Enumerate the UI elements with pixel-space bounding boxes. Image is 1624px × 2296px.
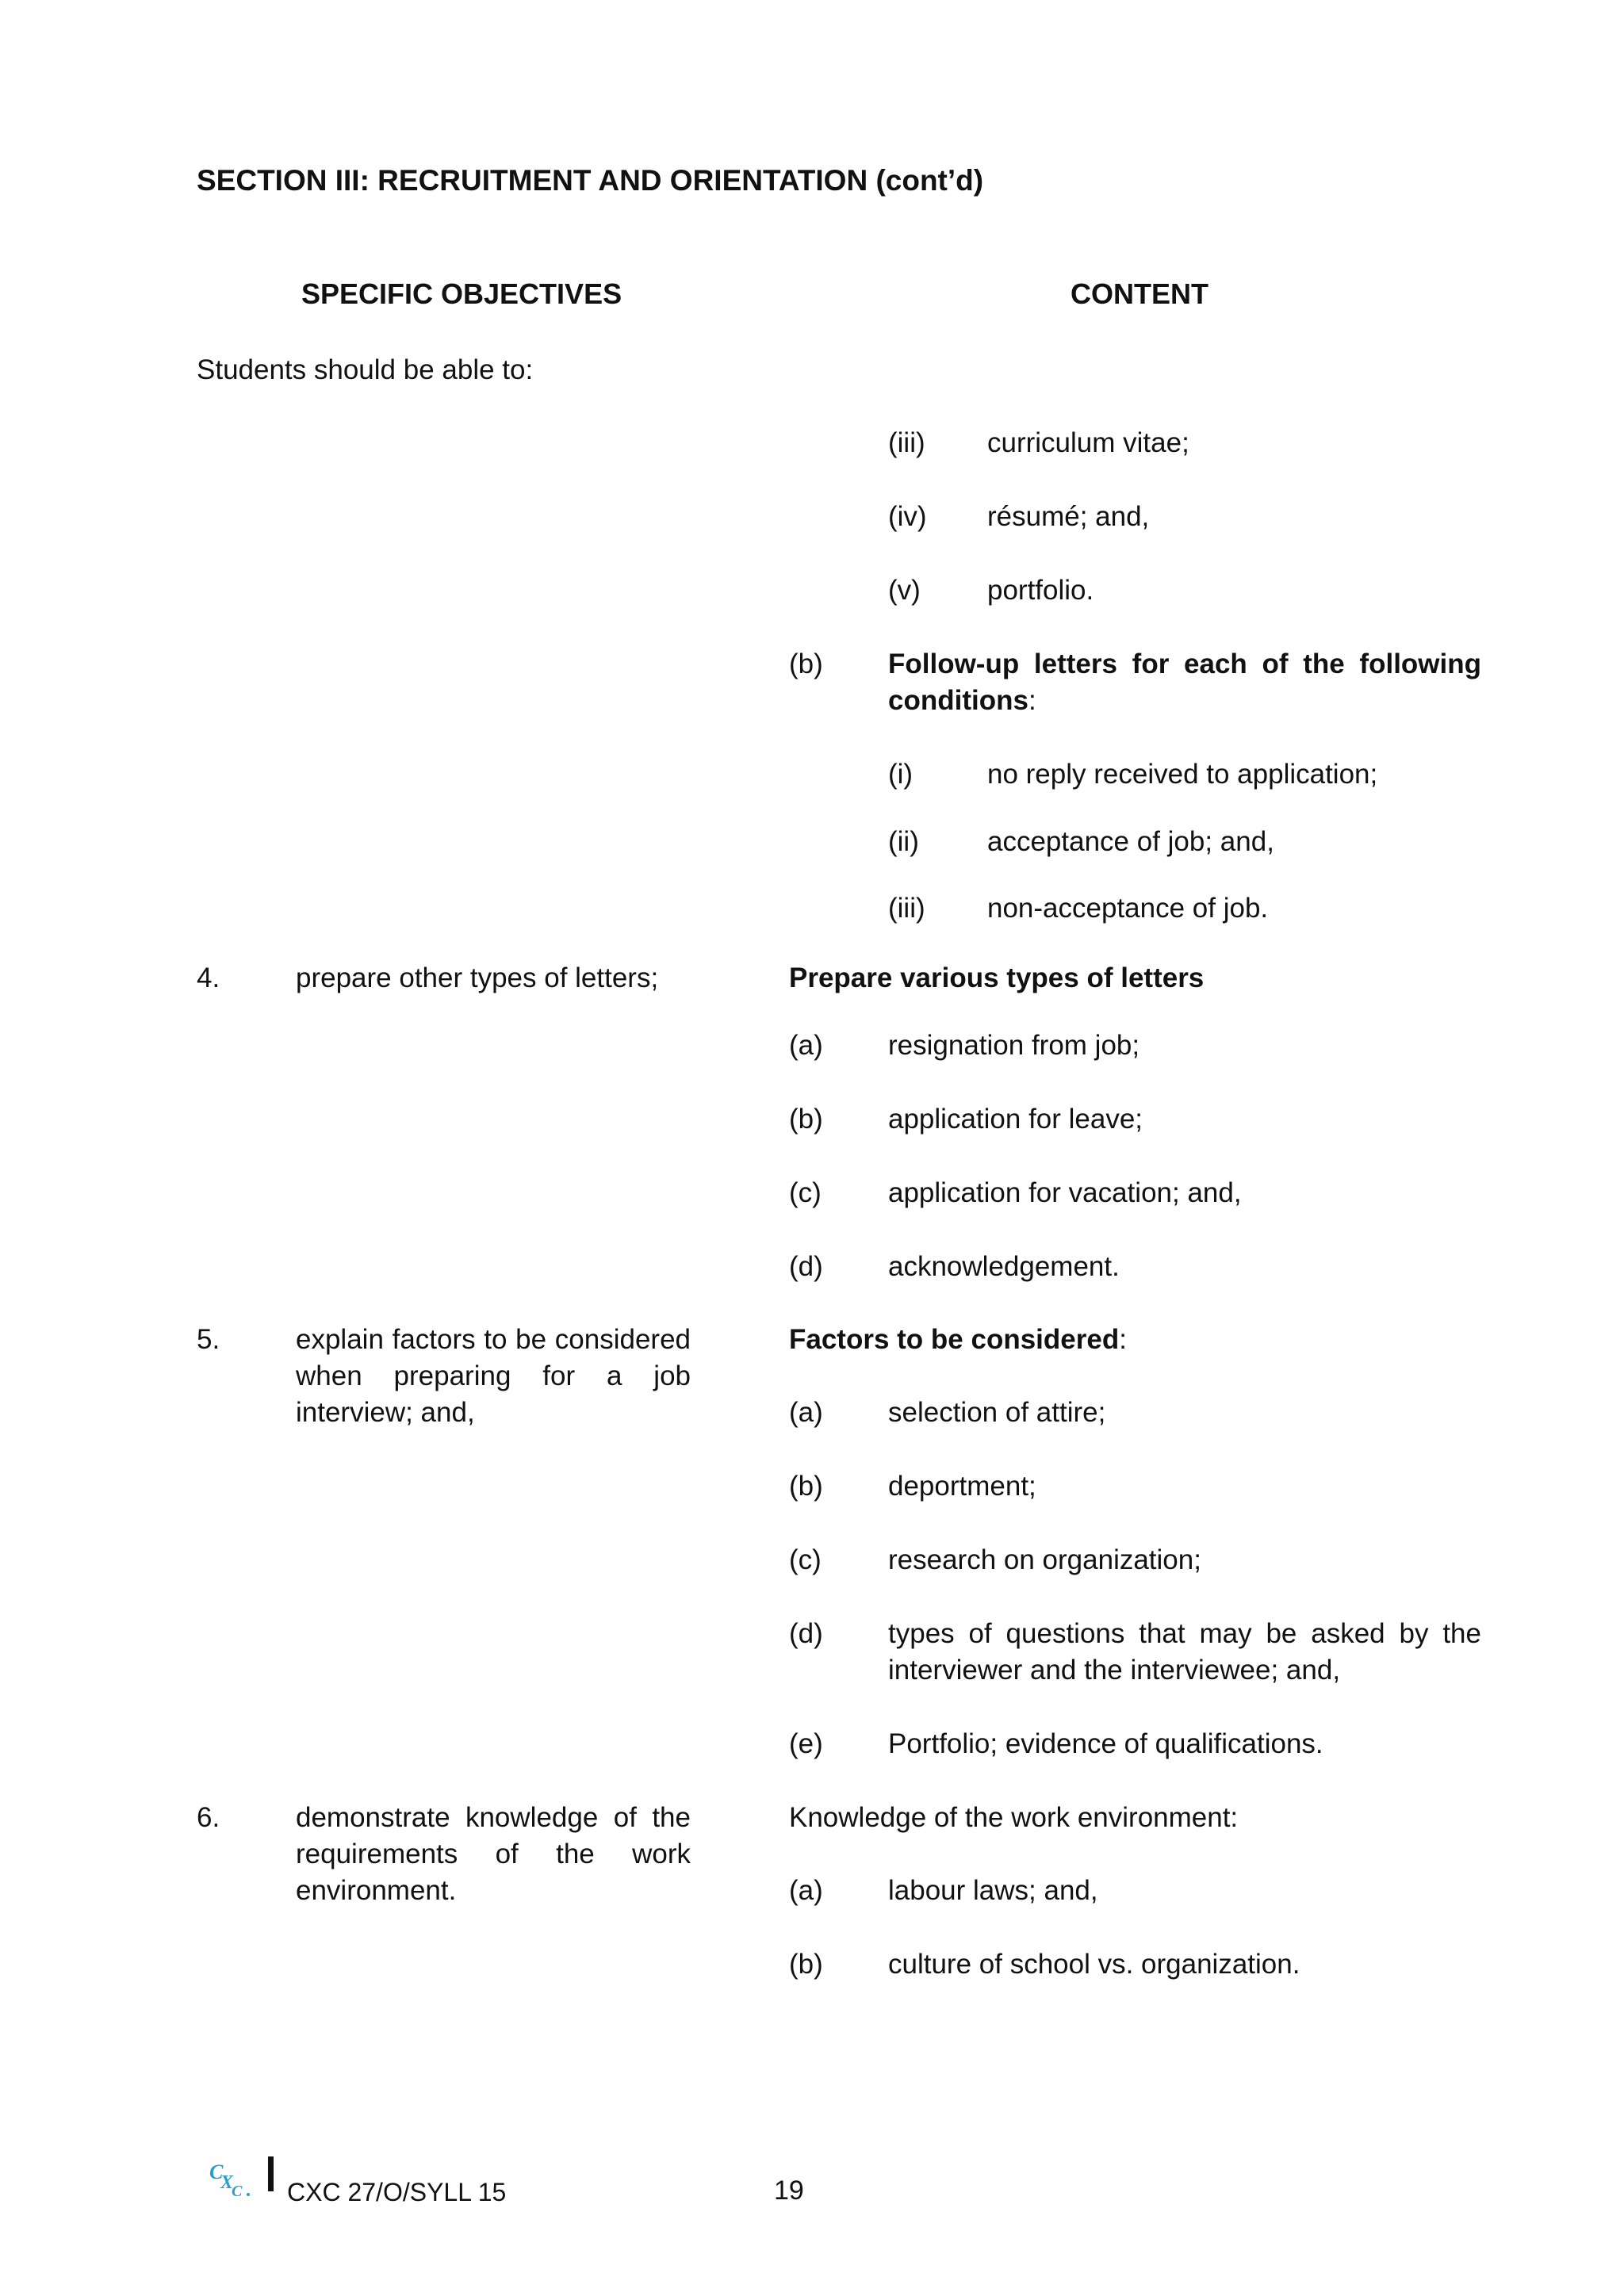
list-item: résumé; and, <box>987 501 1150 532</box>
objective-text: prepare other types of letters; <box>296 962 659 993</box>
list-item-num: (iv) <box>888 501 927 532</box>
logo-letter: C <box>232 2183 243 2199</box>
content-heading-6: Knowledge of the work environment: <box>789 1802 1239 1833</box>
intro-text: Students should be able to: <box>197 354 534 385</box>
list-item: application for leave; <box>888 1104 1143 1135</box>
footer-divider <box>268 2156 274 2191</box>
follow-up-heading-line2: conditions: <box>888 685 1036 716</box>
list-item-line2: interviewer and the interviewee; and, <box>888 1655 1341 1686</box>
list-item: resignation from job; <box>888 1030 1140 1061</box>
list-item-num: (b) <box>789 1949 823 1980</box>
objective-text-line: demonstrate knowledge of the <box>296 1802 691 1833</box>
list-item-num: (a) <box>789 1397 823 1428</box>
list-item: curriculum vitae; <box>987 427 1189 458</box>
list-item-num: (b) <box>789 649 823 679</box>
list-item-num: (iii) <box>888 893 925 924</box>
list-item: deportment; <box>888 1471 1036 1502</box>
logo-letter: C <box>209 2160 224 2183</box>
list-item-num: (ii) <box>888 826 919 857</box>
list-item: Portfolio; evidence of qualifications. <box>888 1728 1323 1759</box>
list-item: no reply received to application; <box>987 759 1378 790</box>
list-item-num: (c) <box>789 1544 822 1575</box>
objective-text-line: when preparing for a job <box>296 1360 691 1391</box>
list-item-num: (v) <box>888 575 921 606</box>
content-heading-4: Prepare various types of letters <box>789 962 1205 993</box>
list-item-num: (a) <box>789 1030 823 1061</box>
objective-text-line: interview; and, <box>296 1397 475 1428</box>
content-heading-5: Factors to be considered: <box>789 1324 1127 1355</box>
objective-number: 5. <box>197 1324 220 1355</box>
list-item: labour laws; and, <box>888 1875 1098 1906</box>
list-item: acknowledgement. <box>888 1251 1120 1282</box>
list-item: selection of attire; <box>888 1397 1106 1428</box>
objective-text-line: environment. <box>296 1875 457 1906</box>
objectives-heading: SPECIFIC OBJECTIVES <box>301 277 622 310</box>
content-heading: CONTENT <box>1071 277 1208 310</box>
list-item: acceptance of job; and, <box>987 826 1274 857</box>
list-item: application for vacation; and, <box>888 1177 1242 1208</box>
section-title: SECTION III: RECRUITMENT AND ORIENTATION (cont’d) <box>197 164 984 197</box>
list-item-num: (i) <box>888 759 914 790</box>
objective-text-line: requirements of the work <box>296 1839 691 1869</box>
objective-text-line: explain factors to be considered <box>296 1324 691 1355</box>
list-item-num: (d) <box>789 1251 823 1282</box>
list-item-num: (d) <box>789 1618 823 1649</box>
list-item-num: (a) <box>789 1875 823 1906</box>
list-item-num: (iii) <box>888 427 925 458</box>
list-item: research on organization; <box>888 1544 1201 1575</box>
list-item-num: (c) <box>789 1177 822 1208</box>
objective-number: 4. <box>197 962 220 993</box>
cxc-logo-icon <box>208 2158 255 2199</box>
list-item-num: (b) <box>789 1471 823 1502</box>
list-item: non-acceptance of job. <box>987 893 1269 924</box>
list-item-line1: types of questions that may be asked by the <box>888 1618 1481 1649</box>
list-item-num: (e) <box>789 1728 823 1759</box>
objective-number: 6. <box>197 1802 220 1833</box>
logo-letter: X <box>220 2172 234 2193</box>
follow-up-heading-line1: Follow-up letters for each of the following <box>888 649 1481 679</box>
page-number: 19 <box>774 2175 804 2206</box>
list-item: portfolio. <box>987 575 1094 606</box>
syllabus-code: CXC 27/O/SYLL 15 <box>287 2178 507 2206</box>
list-item: culture of school vs. organization. <box>888 1949 1300 1980</box>
list-item-num: (b) <box>789 1104 823 1135</box>
